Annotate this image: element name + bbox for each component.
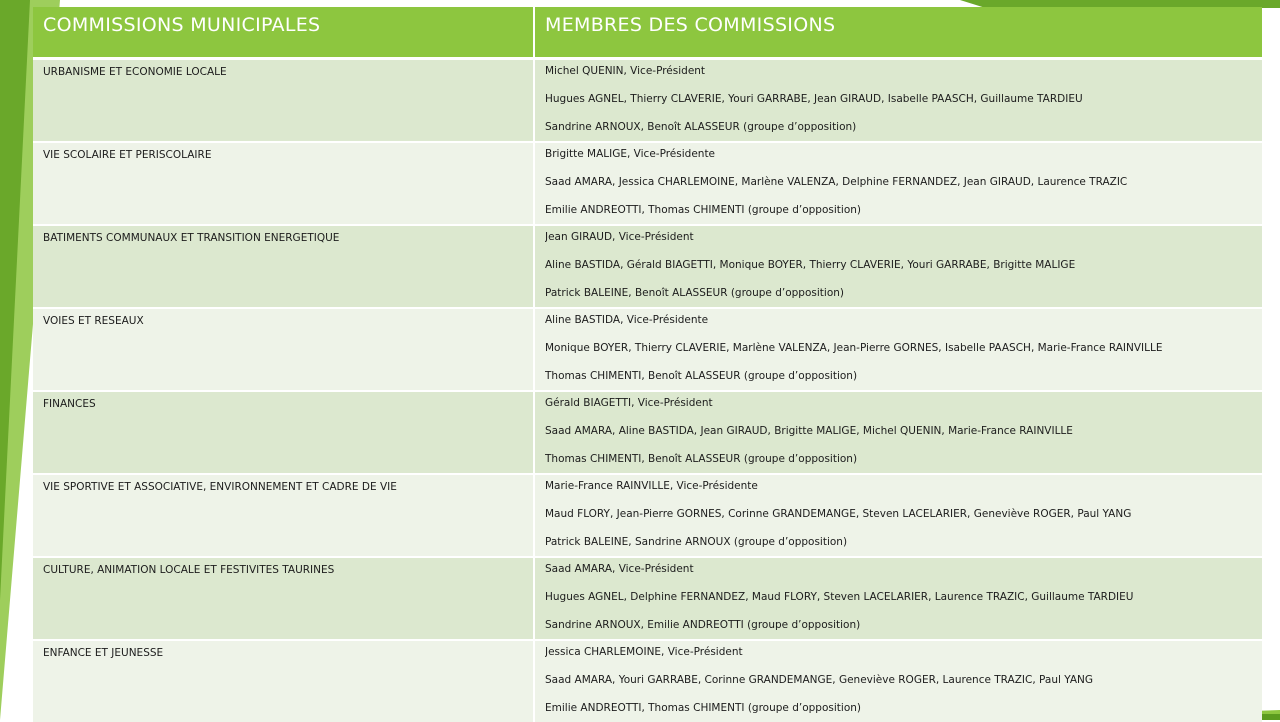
- member-opposition: Sandrine ARNOUX, Benoît ALASSEUR (groupe d’opposition): [545, 120, 857, 133]
- member-president: Jean GIRAUD, Vice-Président: [545, 230, 694, 243]
- commission-name: ENFANCE ET JEUNESSE: [33, 640, 534, 722]
- commission-name: VIE SCOLAIRE ET PERISCOLAIRE: [33, 142, 534, 225]
- commission-name: VOIES ET RESEAUX: [33, 308, 534, 391]
- member-opposition: Sandrine ARNOUX, Emilie ANDREOTTI (groupe d’opposition): [545, 618, 861, 631]
- table-row: [33, 640, 1262, 722]
- commission-name: CULTURE, ANIMATION LOCALE ET FESTIVITES TAURINES: [33, 557, 534, 640]
- member-list: Hugues AGNEL, Delphine FERNANDEZ, Maud FLORY, Steven LACELARIER, Laurence TRAZIC, Guillaume TARDIEU: [545, 590, 1134, 603]
- member-opposition: Emilie ANDREOTTI, Thomas CHIMENTI (groupe d’opposition): [545, 203, 861, 216]
- commissions-table-container: [33, 7, 1262, 722]
- table-row: [33, 308, 1262, 391]
- member-list: Saad AMARA, Youri GARRABE, Corinne GRANDEMANGE, Geneviève ROGER, Laurence TRAZIC, Paul YANG: [545, 673, 1094, 686]
- commission-name: FINANCES: [33, 391, 534, 474]
- commission-name: URBANISME ET ECONOMIE LOCALE: [33, 58, 534, 142]
- commission-members: [534, 640, 1262, 722]
- member-list: Monique BOYER, Thierry CLAVERIE, Marlène VALENZA, Jean-Pierre GORNES, Isabelle PAASCH, Marie-France RAINVILLE: [545, 341, 1163, 354]
- member-opposition: Thomas CHIMENTI, Benoît ALASSEUR (groupe d’opposition): [545, 452, 858, 465]
- member-list: Saad AMARA, Aline BASTIDA, Jean GIRAUD, Brigitte MALIGE, Michel QUENIN, Marie-France RAINVILLE: [545, 424, 1073, 437]
- header-members: MEMBRES DES COMMISSIONS: [534, 7, 1262, 58]
- commission-members: [534, 391, 1262, 474]
- member-list: Hugues AGNEL, Thierry CLAVERIE, Youri GARRABE, Jean GIRAUD, Isabelle PAASCH, Guillaume TARDIEU: [545, 92, 1083, 105]
- member-opposition: Thomas CHIMENTI, Benoît ALASSEUR (groupe d’opposition): [545, 369, 858, 382]
- member-president: Jessica CHARLEMOINE, Vice-Président: [545, 645, 743, 658]
- table-header-row: [33, 7, 1262, 58]
- commission-members: [534, 557, 1262, 640]
- commission-members: [534, 142, 1262, 225]
- commission-name: BATIMENTS COMMUNAUX ET TRANSITION ENERGETIQUE: [33, 225, 534, 308]
- commission-name: VIE SPORTIVE ET ASSOCIATIVE, ENVIRONNEMENT ET CADRE DE VIE: [33, 474, 534, 557]
- member-president: Gérald BIAGETTI, Vice-Président: [545, 396, 713, 409]
- commissions-table: [33, 7, 1262, 722]
- commission-members: [534, 58, 1262, 142]
- member-list: Aline BASTIDA, Gérald BIAGETTI, Monique BOYER, Thierry CLAVERIE, Youri GARRABE, Brigitte MALIGE: [545, 258, 1076, 271]
- member-president: Michel QUENIN, Vice-Président: [545, 64, 706, 77]
- member-president: Saad AMARA, Vice-Président: [545, 562, 694, 575]
- table-row: [33, 474, 1262, 557]
- table-row: [33, 142, 1262, 225]
- member-opposition: Emilie ANDREOTTI, Thomas CHIMENTI (groupe d’opposition): [545, 701, 861, 714]
- commission-members: [534, 308, 1262, 391]
- header-commissions: COMMISSIONS MUNICIPALES: [33, 7, 534, 58]
- table-row: [33, 557, 1262, 640]
- member-president: Brigitte MALIGE, Vice-Présidente: [545, 147, 716, 160]
- member-president: Aline BASTIDA, Vice-Présidente: [545, 313, 709, 326]
- table-row: [33, 58, 1262, 142]
- table-row: [33, 391, 1262, 474]
- commission-members: [534, 225, 1262, 308]
- member-list: Saad AMARA, Jessica CHARLEMOINE, Marlène VALENZA, Delphine FERNANDEZ, Jean GIRAUD, Laurence TRAZIC: [545, 175, 1128, 188]
- member-opposition: Patrick BALEINE, Sandrine ARNOUX (groupe d’opposition): [545, 535, 848, 548]
- member-opposition: Patrick BALEINE, Benoît ALASSEUR (groupe d’opposition): [545, 286, 844, 299]
- member-list: Maud FLORY, Jean-Pierre GORNES, Corinne GRANDEMANGE, Steven LACELARIER, Geneviève ROGER, Paul YANG: [545, 507, 1132, 520]
- table-row: [33, 225, 1262, 308]
- member-president: Marie-France RAINVILLE, Vice-Présidente: [545, 479, 758, 492]
- commission-members: [534, 474, 1262, 557]
